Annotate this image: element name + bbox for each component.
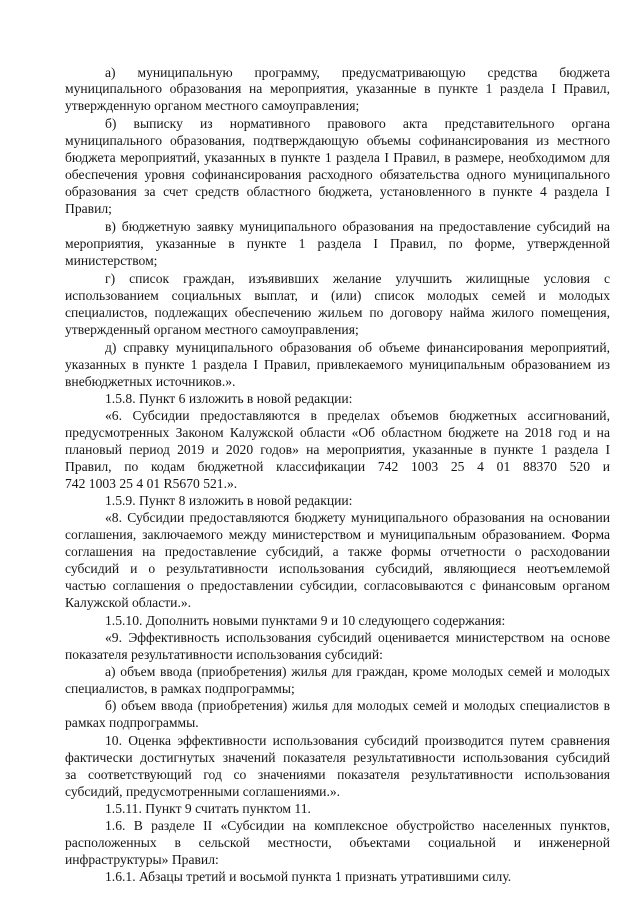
text-line: специалистов, в рамках подпрограммы; [65, 681, 295, 696]
text-line: утвержденный органом местного самоуправления; [65, 322, 359, 337]
text-line: плановый период 2019 и 2020 годов» на мероприятия, указанные в пункте 1 раздела I [65, 442, 610, 457]
text-line: 1.5.9. Пункт 8 изложить в новой редакции: [105, 493, 353, 508]
text-line: 10. Оценка эффективности использования субсидий производится путем сравнения [105, 733, 610, 748]
text-line: утвержденную органом местного самоуправления; [65, 98, 360, 113]
text-line: за соответствующий год со значениями показателя результативности использования [65, 767, 610, 782]
text-line: специалистов, подлежащих обеспечению жильем по договору найма жилого помещения, [65, 305, 610, 320]
text-line: инфраструктуры» Правил: [65, 852, 219, 867]
text-line: министерством; [65, 253, 158, 268]
text-line: частью соглашения о предоставлении субсидии, согласовываются с финансовым органом [65, 578, 610, 593]
text-line: 742 1003 25 4 01 R5670 521.». [65, 476, 238, 491]
text-line: Калужской области.». [65, 595, 192, 610]
text-line: соглашения, заключаемого между министерством и муниципальным образованием. Форма [65, 527, 610, 542]
text-line: субсидий и о результативности использования субсидий, являющиеся неотъемлемой [65, 561, 610, 576]
text-line: указанных в пункте 1 раздела I Правил, привлекаемого муниципальным образованием из [65, 357, 610, 372]
text-line: фактически достигнутых значений показателя результативности использования субсидий [65, 750, 610, 765]
text-line: мероприятия, указанные в пункте 1 раздела I Правил, по форме, утвержденной [65, 236, 610, 251]
text-line: Правил, по кодам бюджетной классификации 742 1003 25 4 01 88370 520 и [65, 459, 610, 474]
text-line: соглашения на предоставление субсидий, а также формы отчетности о расходовании [65, 544, 610, 559]
text-line: муниципального образования, подтверждающую объемы софинансирования из местного [65, 133, 610, 148]
text-line: рамках подпрограммы. [65, 715, 199, 730]
text-line: образования за счет средств областного бюджета, установленного в пункте 4 раздела I [65, 184, 610, 199]
text-line: г) список граждан, изъявивших желание улучшить жилищные условия с [105, 271, 610, 286]
text-line: Правил; [65, 201, 112, 216]
text-line: 1.6. В разделе II «Субсидии на комплексное обустройство населенных пунктов, [105, 818, 610, 833]
text-line: показателя результативности использования субсидий: [65, 647, 383, 662]
text-line: а) муниципальную программу, предусматривающую средства бюджета [105, 65, 610, 80]
text-line: расположенных в сельской местности, объектами социальной и инженерной [65, 835, 610, 850]
text-line: д) справку муниципального образования об объеме финансирования мероприятий, [105, 340, 610, 355]
text-line: внебюджетных источников.». [65, 374, 236, 389]
text-line: «8. Субсидии предоставляются бюджету муниципального образования на основании [105, 510, 610, 525]
text-line: 1.5.8. Пункт 6 изложить в новой редакции: [105, 391, 353, 406]
text-line: обеспечения уровня софинансирования расходного обязательства одного муниципального [65, 167, 610, 182]
text-line: муниципального образования на мероприятия, указанные в пункте 1 раздела I Правил, [65, 81, 610, 96]
text-line: предусмотренных Законом Калужской области «Об областном бюджете на 2018 год и на [65, 425, 610, 440]
text-line: 1.5.10. Дополнить новыми пунктами 9 и 10 следующего содержания: [105, 613, 506, 628]
text-line: б) выписку из нормативного правового акта представительного органа [105, 116, 610, 131]
text-line: бюджета мероприятий, указанных в пункте 1 раздела I Правил, в размере, необходимом для [65, 150, 610, 165]
text-line: 1.5.11. Пункт 9 считать пунктом 11. [105, 801, 311, 816]
text-line: «9. Эффективность использования субсидий оценивается министерством на основе [105, 630, 610, 645]
text-line: 1.6.1. Абзацы третий и восьмой пункта 1 признать утратившими силу. [105, 869, 512, 884]
text-line: «6. Субсидии предоставляются в пределах объемов бюджетных ассигнований, [105, 408, 610, 423]
text-line: а) объем ввода (приобретения) жилья для граждан, кроме молодых семей и молодых [105, 664, 610, 679]
text-line: субсидий, предусмотренными соглашениями.». [65, 784, 341, 799]
text-line: использованием социальных выплат, и (или) список молодых семей и молодых [65, 288, 610, 303]
text-line: в) бюджетную заявку муниципального образования на предоставление субсидий на [105, 219, 610, 234]
text-line: б) объем ввода (приобретения) жилья для молодых семей и молодых специалистов в [105, 698, 610, 713]
